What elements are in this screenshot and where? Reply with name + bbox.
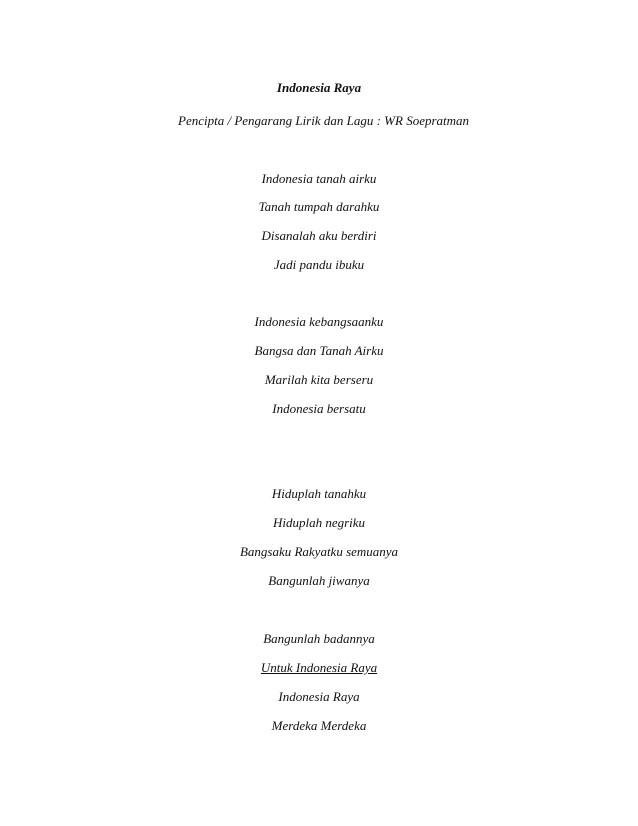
lyric-line: Bangsa dan Tanah Airku [254,343,384,358]
lyric-line: Tanah tumpah darahku [258,199,380,214]
document-title: Indonesia Raya [276,80,362,95]
lyric-line: Hiduplah negriku [272,515,366,530]
lyric-line: Merdeka Merdeka [271,718,367,733]
lyric-line: Indonesia Raya [278,689,360,704]
underlined-lyric-line: Untuk Indonesia Raya [260,660,378,675]
lyric-line: Jadi pandu ibuku [273,257,365,272]
lyric-line: Disanalah aku berdiri [261,228,377,243]
author-credit: Pencipta / Pengarang Lirik dan Lagu : WR Soepratman [178,113,470,128]
lyric-line: Bangsaku Rakyatku semuanya [239,544,399,559]
lyric-line: Marilah kita berseru [264,372,374,387]
lyric-line: Indonesia bersatu [272,401,366,416]
lyric-line: Indonesia kebangsaanku [254,314,384,329]
lyric-line: Indonesia tanah airku [261,171,377,186]
lyric-line: Bangunlah jiwanya [268,573,370,588]
lyric-line: Bangunlah badannya [263,631,375,646]
lyric-line: Hiduplah tanahku [271,486,367,501]
